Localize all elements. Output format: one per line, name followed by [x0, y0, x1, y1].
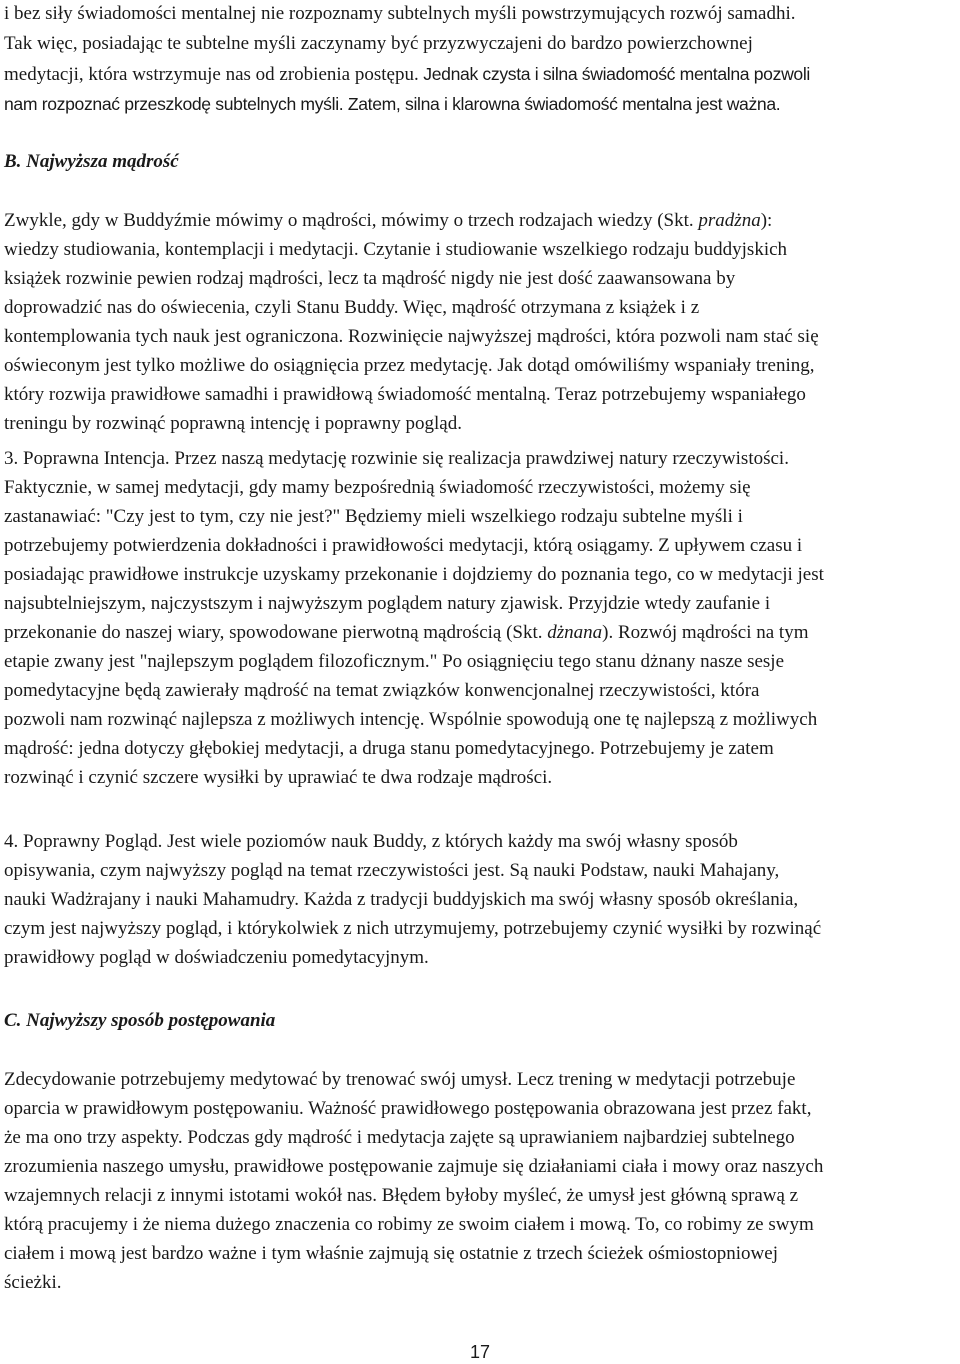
page-number: 17	[469, 1342, 491, 1362]
text-span: medytacji, która wstrzymuje nas od zrobienia postępu.	[4, 64, 419, 85]
section-heading-b: B. Najwyższa mądrość	[4, 151, 179, 172]
text-line: oparcia w prawidłowym postępowaniu. Ważność prawidłowego postępowania obrazowana jest przez fakt,	[4, 1098, 812, 1119]
text-span: przekonanie do naszej wiary, spowodowane pierwotną mądrością (Skt.	[4, 622, 548, 643]
text-span: ). Rozwój mądrości na tym	[602, 622, 809, 643]
text-line: nauki Wadżrajany i nauki Mahamudry. Każda z tradycji buddyjskich ma swój własny sposób określania,	[4, 889, 799, 910]
text-line: oświeconym jest tylko możliwe do osiągnięcia przez medytację. Jak dotąd omówiliśmy wspaniały trening,	[4, 355, 815, 376]
text-line: ścieżki.	[4, 1272, 62, 1293]
text-line: Faktycznie, w samej medytacji, gdy mamy bezpośrednią świadomość rzeczywistości, możemy się	[4, 477, 751, 498]
text-line: potrzebujemy potwierdzenia dokładności i prawidłowości medytacji, którą osiągamy. Z upływem czasu i	[4, 535, 803, 556]
text-line: prawidłowy pogląd w doświadczeniu pomedytacyjnym.	[4, 947, 429, 968]
text-line: opisywania, czym najwyższy pogląd na temat rzeczywistości jest. Są nauki Podstaw, nauki Mahajany,	[4, 860, 780, 881]
text-line: i bez siły świadomości mentalnej nie rozpoznamy subtelnych myśli powstrzymujących rozwój samadhi.	[4, 3, 796, 24]
text-line: posiadając prawidłowe instrukcje uzyskamy przekonanie i dojdziemy do poznania tego, co w medytacji jest	[4, 564, 824, 585]
text-line: zrozumienia naszego umysłu, prawidłowe postępowanie zajmuje się działaniami ciała i mowy oraz naszych	[4, 1156, 824, 1177]
text-line: pomedytacyjne będą zawierały mądrość na temat związków konwencjonalnej rzeczywistości, która	[4, 680, 760, 701]
text-line	[4, 209, 772, 233]
text-line: kontemplowania tych nauk jest ograniczona. Rozwinięcie najwyższej mądrości, która pozwoli nam stać się	[4, 326, 819, 347]
text-line: doprowadzić nas do oświecenia, czyli Stanu Buddy. Więc, mądrość otrzymana z książek i z	[4, 297, 700, 318]
text-line	[4, 62, 810, 87]
text-line: którą pracujemy i że niema dużego znaczenia co robimy ze swoim ciałem i mową. To, co robimy ze swym	[4, 1214, 814, 1235]
text-span: Jednak czysta i silna świadomość mentalna pozwoli	[418, 64, 810, 84]
text-line: treningu by rozwinąć poprawną intencję i poprawny pogląd.	[4, 413, 462, 434]
text-line: wzajemnych relacji z innymi istotami wokół nas. Błędem byłoby myśleć, że umysł jest główną sprawą z	[4, 1185, 799, 1206]
text-line: mądrość: jedna dotyczy głębokiej medytacji, a druga stanu pomedytacyjnego. Potrzebujemy je zatem	[4, 738, 774, 759]
section-heading-c: C. Najwyższy sposób postępowania	[4, 1010, 276, 1031]
sanskrit-term: pradżna	[698, 210, 761, 231]
text-line: czym jest najwyższy pogląd, i którykolwiek z nich utrzymujemy, potrzebujemy czynić wysiłki by rozwinąć	[4, 918, 822, 939]
text-line: który rozwija prawidłowe samadhi i prawidłową świadomość mentalną. Teraz potrzebujemy wspaniałego	[4, 384, 806, 405]
text-line	[4, 621, 809, 645]
text-line: książek rozwinie pewien rodzaj mądrości, lecz ta mądrość nigdy nie jest dość zaawansowana by	[4, 268, 736, 289]
text-line: etapie zwany jest "najlepszym poglądem filozoficznym." Po osiągnięciu tego stanu dżnany nasze sesje	[4, 651, 785, 672]
text-line: wiedzy studiowania, kontemplacji i medytacji. Czytanie i studiowanie wszelkiego rodzaju buddyjskich	[4, 239, 788, 260]
text-span: ):	[760, 210, 773, 231]
text-span: Zwykle, gdy w Buddyźmie mówimy o mądrości, mówimy o trzech rodzajach wiedzy (Skt.	[4, 210, 699, 231]
text-line: nam rozpoznać przeszkodę subtelnych myśli. Zatem, silna i klarowna świadomość mentalna jest ważna.	[4, 94, 781, 114]
text-line: ciałem i mową jest bardzo ważne i tym właśnie zajmują się ostatnie z trzech ścieżek ośmiostopniowej	[4, 1243, 778, 1264]
text-line: najsubtelniejszym, najczystszym i najwyższym poglądem natury zjawisk. Przyjdzie wtedy zaufanie i	[4, 593, 771, 614]
text-line: pozwoli nam rozwinąć najlepsza z możliwych intencję. Wspólnie spowodują one tę najlepszą z możliwych	[4, 709, 818, 730]
text-line: Tak więc, posiadając te subtelne myśli zaczynamy być przyzwyczajeni do bardzo powierzchownej	[4, 33, 753, 54]
text-line: że ma ono trzy aspekty. Podczas gdy mądrość i medytacja zajęte są uprawianiem najbardziej subtelnego	[4, 1127, 795, 1148]
text-line: Zdecydowanie potrzebujemy medytować by trenować swój umysł. Lecz trening w medytacji potrzebuje	[4, 1069, 796, 1090]
text-line: 4. Poprawny Pogląd. Jest wiele poziomów nauk Buddy, z których każdy ma swój własny sposób	[4, 831, 738, 852]
text-line: 3. Poprawna Intencja. Przez naszą medytację rozwinie się realizacja prawdziwej natury rzeczywistości.	[4, 448, 789, 469]
sanskrit-term: dżnana	[547, 622, 603, 643]
text-line: zastanawiać: "Czy jest to tym, czy nie jest?" Będziemy mieli wszelkiego rodzaju subtelne myśli i	[4, 506, 743, 527]
text-line: rozwinąć i czynić szczere wysiłki by uprawiać te dwa rodzaje mądrości.	[4, 767, 553, 788]
